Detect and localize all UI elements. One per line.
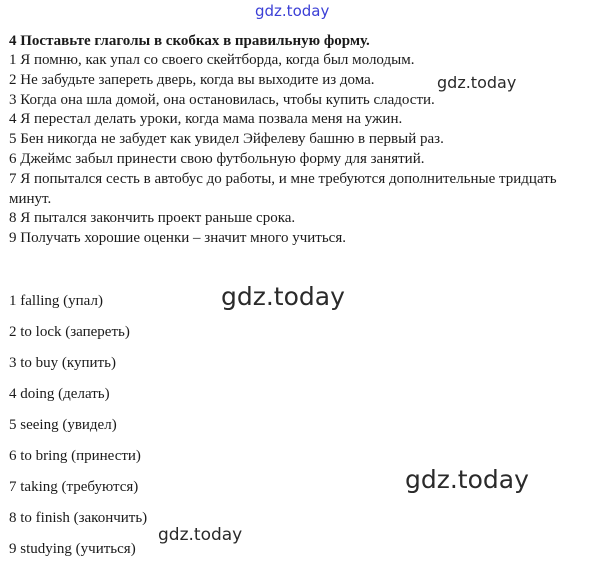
watermark-right: gdz.today: [405, 465, 529, 494]
answer-item: 8 to finish (закончить): [9, 510, 148, 526]
exercise-sentence: 1 Я помню, как упал со своего скейтборда, когда был молодым.: [9, 52, 415, 68]
answer-item: 7 taking (требуются): [9, 479, 139, 495]
answer-item: 1 falling (упал): [9, 293, 103, 309]
exercise-sentence: 3 Когда она шла домой, она остановилась, чтобы купить сладости.: [9, 91, 435, 108]
answer-item: 6 to bring (принести): [9, 448, 141, 464]
watermark-bottom: gdz.today: [158, 525, 243, 545]
exercise-sentence: 8 Я пытался закончить проект раньше срока.: [9, 210, 296, 227]
answer-item: 9 studying (учиться): [9, 541, 136, 557]
answer-item: 5 seeing (увидел): [9, 417, 117, 433]
exercise-sentence: 7 Я попытался сесть в автобус до работы, и мне требуются дополнительные тридцать минут.: [9, 170, 557, 207]
exercise-sentence: 4 Я перестал делать уроки, когда мама позвала меня на ужин.: [9, 111, 403, 128]
exercise-block: [9, 31, 589, 249]
exercise-title: 4 Поставьте глаголы в скобках в правильную форму.: [9, 33, 370, 49]
answer-item: 4 doing (делать): [9, 386, 110, 402]
watermark-top: gdz.today: [255, 2, 330, 20]
answer-item: 2 to lock (запереть): [9, 324, 130, 340]
watermark-middle: gdz.today: [221, 282, 345, 311]
answers-list: [9, 289, 147, 568]
exercise-sentence: 5 Бен никогда не забудет как увидел Эйфелеву башню в первый раз.: [9, 131, 444, 148]
watermark-inline: gdz.today: [437, 73, 517, 92]
exercise-sentence: 6 Джеймс забыл принести свою футбольную форму для занятий.: [9, 150, 425, 167]
exercise-sentence: 2 Не забудьте запереть дверь, когда вы выходите из дома.: [9, 71, 375, 88]
answer-item: 3 to buy (купить): [9, 355, 116, 371]
exercise-sentence: 9 Получать хорошие оценки – значит много учиться.: [9, 230, 346, 247]
